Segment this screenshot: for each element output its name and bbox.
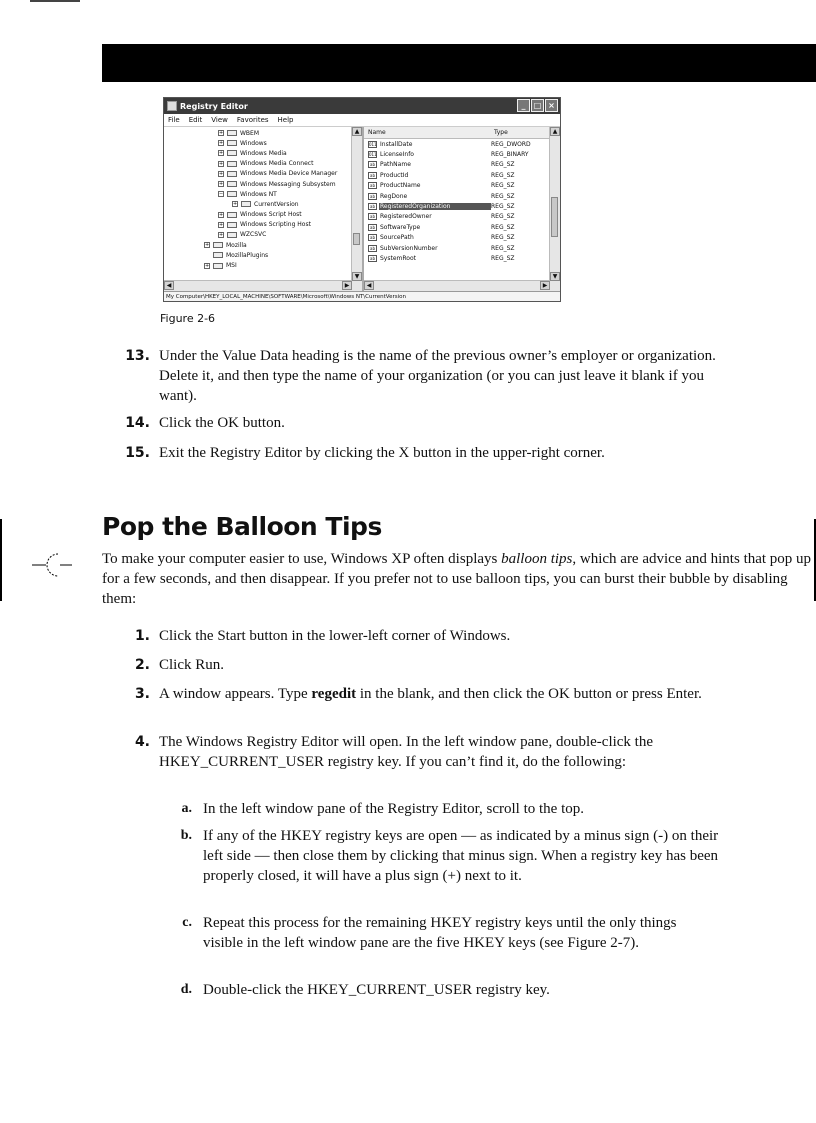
step-number: 15. <box>125 445 150 461</box>
string-value-icon: ab <box>370 172 375 178</box>
collapse-icon[interactable]: − <box>219 191 224 198</box>
value-row[interactable] <box>364 233 560 243</box>
string-value-icon: ab <box>370 204 375 210</box>
minimize-button[interactable]: _ <box>517 99 530 112</box>
value-type: REG_SZ <box>491 192 515 200</box>
tree-key-row[interactable] <box>164 189 362 199</box>
value-pane <box>364 127 560 291</box>
tree-key-row[interactable] <box>164 199 362 209</box>
value-type: REG_SZ <box>491 161 515 169</box>
value-type: REG_SZ <box>491 223 515 231</box>
folder-icon <box>227 171 237 177</box>
value-row[interactable] <box>364 139 560 149</box>
tree-key-label: Windows Script Host <box>240 211 302 219</box>
expand-icon[interactable]: + <box>219 181 224 188</box>
intro-text-end: , which are advice and hints that pop up for a few seconds, and then disappear. If you prefer not to use balloon tips, you can burst their bubble by disabling them: <box>102 551 812 607</box>
step-text: Click the Start button in the lower-left corner of Windows. <box>159 628 511 644</box>
value-vertical-scrollbar[interactable] <box>549 127 560 291</box>
column-name-header[interactable]: Name <box>368 129 386 136</box>
scroll-thumb[interactable] <box>551 197 558 237</box>
scroll-right-icon[interactable]: ▶ <box>342 281 352 290</box>
value-name: SystemRoot <box>380 254 416 262</box>
tree-key-label: CurrentVersion <box>254 200 299 208</box>
folder-icon <box>241 201 251 207</box>
string-value-icon: ab <box>370 193 375 199</box>
tree-key-row[interactable] <box>164 138 362 148</box>
expand-icon[interactable]: + <box>219 211 224 218</box>
tree-key-label: Windows Media Connect <box>240 160 314 168</box>
value-type: REG_SZ <box>491 254 515 262</box>
scroll-up-icon[interactable]: ▲ <box>352 127 362 136</box>
key-tree-pane <box>164 127 364 291</box>
tree-key-label: WZCSVC <box>240 231 267 239</box>
value-name: SourcePath <box>380 234 414 242</box>
value-row[interactable] <box>364 222 560 232</box>
registration-mark-icon <box>32 548 72 582</box>
tree-key-label: Windows Media Device Manager <box>240 170 338 178</box>
section-heading: Pop the Balloon Tips <box>102 512 382 541</box>
folder-icon <box>227 232 237 238</box>
step-text: Exit the Registry Editor by clicking the X button in the upper-right corner. <box>159 445 605 461</box>
scroll-up-icon[interactable]: ▲ <box>550 127 560 136</box>
expand-icon[interactable]: + <box>205 262 210 269</box>
substep-letter: d. <box>180 982 192 997</box>
tree-key-row[interactable] <box>164 210 362 220</box>
tree-key-row[interactable] <box>164 250 362 260</box>
value-list-header <box>364 127 560 139</box>
substep-text: Repeat this process for the remaining HKEY registry keys until the only things visible in the left window pane are the five HKEY keys (see Figure 2-7). <box>203 915 677 951</box>
tree-key-row[interactable] <box>164 240 362 250</box>
value-type: REG_SZ <box>491 244 515 252</box>
string-value-icon: ab <box>370 183 375 189</box>
value-name: ProductName <box>380 182 421 190</box>
value-name: LicenseInfo <box>380 151 414 159</box>
registry-app-icon <box>167 101 177 111</box>
step-command: regedit <box>311 686 357 702</box>
registry-titlebar <box>164 98 560 114</box>
step-text <box>159 684 707 704</box>
value-horizontal-scrollbar[interactable] <box>364 280 550 291</box>
value-row[interactable] <box>364 253 560 263</box>
scroll-left-icon[interactable]: ◀ <box>364 281 374 290</box>
step-text: The Windows Registry Editor will open. In the left window pane, double-click the HKEY_CURRENT_USER registry key. If you can’t find it, do the following: <box>159 734 654 770</box>
binary-value-icon: 011 <box>369 141 377 147</box>
intro-emphasis: balloon tips <box>501 551 573 567</box>
top-rule <box>30 0 80 2</box>
value-name: RegisteredOwner <box>380 213 432 221</box>
value-row[interactable] <box>364 212 560 222</box>
step-text: Under the Value Data heading is the name of the previous owner’s employer or organization. Delete it, and then type the name of your organization (or you can just leave it blank if you want). <box>159 348 716 404</box>
scroll-down-icon[interactable]: ▼ <box>352 272 362 281</box>
value-type: REG_BINARY <box>491 151 529 159</box>
substep-letter: c. <box>182 915 192 930</box>
status-bar-path: My Computer\HKEY_LOCAL_MACHINE\SOFTWARE\Microsoft\Windows NT\CurrentVersion <box>164 291 560 302</box>
tree-key-label: Windows Scripting Host <box>240 221 311 229</box>
column-type-header[interactable]: Type <box>494 129 508 136</box>
step-text: Click Run. <box>159 657 225 673</box>
tree-key-label: Mozilla <box>226 241 247 249</box>
folder-icon <box>213 263 223 269</box>
value-name: ProductId <box>380 171 409 179</box>
menu-file[interactable]: File <box>168 116 180 124</box>
scroll-right-icon[interactable]: ▶ <box>540 281 550 290</box>
string-value-icon: ab <box>370 245 375 251</box>
step-number: 13. <box>125 348 150 364</box>
value-row[interactable] <box>364 170 560 180</box>
substep-text: If any of the HKEY registry keys are open — as indicated by a minus sign (-) on their left side — then close them by clicking that minus sign. When a registry key has been properly closed, it will have a plus sign (+) next to it. <box>203 828 719 884</box>
intro-text: To make your computer easier to use, Windows XP often displays <box>102 551 502 567</box>
registry-menubar <box>164 114 560 127</box>
scroll-thumb[interactable] <box>353 233 360 245</box>
value-type: REG_SZ <box>491 213 515 221</box>
value-type: REG_DWORD <box>491 140 531 148</box>
value-type: REG_SZ <box>491 234 515 242</box>
registry-title: Registry Editor <box>180 101 248 111</box>
tree-horizontal-scrollbar[interactable] <box>164 280 352 291</box>
string-value-icon: ab <box>370 214 375 220</box>
expand-icon[interactable]: + <box>219 150 224 157</box>
value-row[interactable] <box>364 181 560 191</box>
tree-key-label: MSI <box>226 262 237 270</box>
scroll-left-icon[interactable]: ◀ <box>164 281 174 290</box>
tree-key-row[interactable] <box>164 148 362 158</box>
tree-key-row[interactable] <box>164 159 362 169</box>
tree-key-label: Windows NT <box>240 190 277 198</box>
value-name: PathName <box>380 161 411 169</box>
menu-help[interactable]: Help <box>277 116 294 124</box>
tree-key-label: Windows Messaging Subsystem <box>240 180 336 188</box>
tree-key-row[interactable] <box>164 220 362 230</box>
value-name: InstallDate <box>380 140 413 148</box>
value-row[interactable] <box>364 191 560 201</box>
string-value-icon: ab <box>370 255 375 261</box>
value-row[interactable] <box>364 201 560 211</box>
tree-key-row[interactable] <box>164 230 362 240</box>
value-name: RegisteredOrganization <box>379 203 491 210</box>
tree-key-label: Windows <box>240 139 267 147</box>
folder-icon <box>213 242 223 248</box>
folder-icon <box>227 161 237 167</box>
substep-letter: a. <box>181 801 192 816</box>
substep-text: In the left window pane of the Registry Editor, scroll to the top. <box>203 801 584 817</box>
expand-icon[interactable]: + <box>205 242 210 249</box>
folder-icon <box>227 212 237 218</box>
expand-icon[interactable]: + <box>233 201 238 208</box>
margin-mark-left <box>0 519 2 601</box>
tree-key-label: Windows Media <box>240 149 287 157</box>
expand-icon[interactable]: + <box>219 170 224 177</box>
step-number: 1. <box>134 628 150 644</box>
tree-key-row[interactable] <box>164 128 362 138</box>
value-list <box>364 139 560 264</box>
value-name: RegDone <box>380 192 408 200</box>
step-number: 4. <box>134 734 150 750</box>
step-number: 14. <box>125 415 150 431</box>
tree-key-label: WBEM <box>240 129 260 137</box>
folder-icon <box>227 130 237 136</box>
menu-view[interactable]: View <box>211 116 228 124</box>
expand-icon[interactable]: + <box>219 231 224 238</box>
maximize-button[interactable]: □ <box>531 99 544 112</box>
tree-key-row[interactable] <box>164 179 362 189</box>
value-name: SoftwareType <box>380 223 421 231</box>
intro-paragraph <box>102 549 816 609</box>
string-value-icon: ab <box>370 224 375 230</box>
folder-icon <box>227 191 237 197</box>
step-text-after: in the blank, and then click the OK button or press Enter. <box>356 686 702 702</box>
registry-editor-window <box>163 97 561 302</box>
tree-key-label: MozillaPlugins <box>226 251 269 259</box>
tree-key-row[interactable] <box>164 169 362 179</box>
close-button[interactable]: × <box>545 99 558 112</box>
window-buttons <box>517 99 558 112</box>
step-text: Click the OK button. <box>159 415 285 431</box>
figure-caption: Figure 2-6 <box>160 312 216 325</box>
tree-key-row[interactable] <box>164 260 362 270</box>
value-row[interactable] <box>364 160 560 170</box>
menu-favorites[interactable]: Favorites <box>236 116 269 124</box>
tree-vertical-scrollbar[interactable] <box>351 127 362 291</box>
value-type: REG_SZ <box>491 203 515 211</box>
key-tree <box>164 127 362 271</box>
step-number: 3. <box>134 686 150 702</box>
folder-icon <box>227 181 237 187</box>
expand-icon[interactable]: + <box>219 140 224 147</box>
value-row[interactable] <box>364 149 560 159</box>
folder-icon <box>227 222 237 228</box>
binary-value-icon: 011 <box>369 152 377 158</box>
string-value-icon: ab <box>370 235 375 241</box>
step-number: 2. <box>134 657 150 673</box>
substep-text: Double-click the HKEY_CURRENT_USER registry key. <box>203 982 550 998</box>
expand-icon[interactable]: + <box>219 160 224 167</box>
folder-icon <box>213 252 223 258</box>
step-text-before: A window appears. Type <box>159 686 312 702</box>
chapter-header-bar <box>102 44 816 82</box>
value-type: REG_SZ <box>491 182 515 190</box>
value-name: SubVersionNumber <box>380 244 438 252</box>
substep-letter: b. <box>180 828 192 843</box>
string-value-icon: ab <box>370 162 375 168</box>
expand-icon[interactable]: + <box>219 221 224 228</box>
scroll-down-icon[interactable]: ▼ <box>550 272 560 281</box>
value-row[interactable] <box>364 243 560 253</box>
expand-icon[interactable]: + <box>219 130 224 137</box>
menu-edit[interactable]: Edit <box>188 116 203 124</box>
value-type: REG_SZ <box>491 171 515 179</box>
folder-icon <box>227 140 237 146</box>
folder-icon <box>227 150 237 156</box>
